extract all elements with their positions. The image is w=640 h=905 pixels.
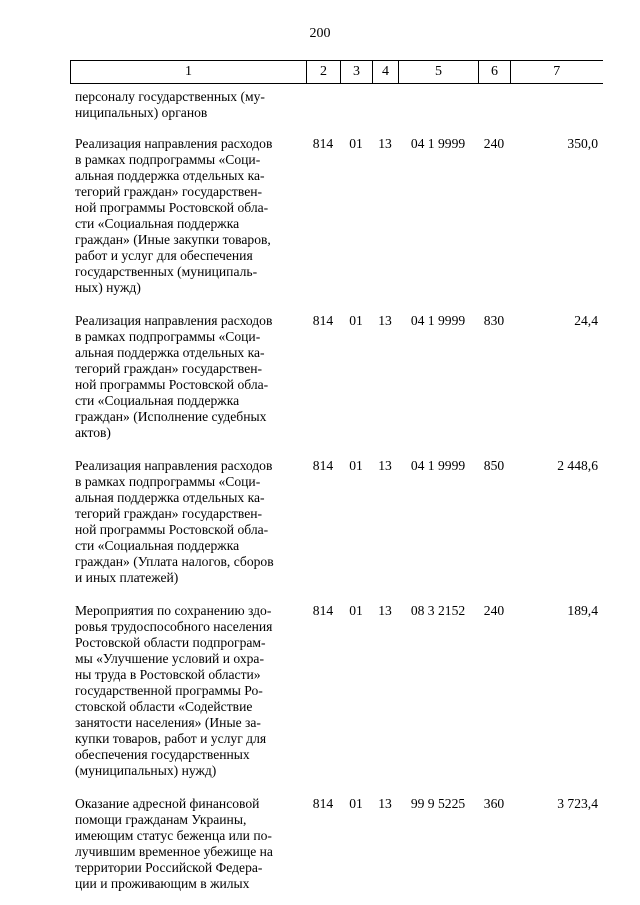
row-amount: 189,4	[567, 603, 598, 618]
row-target-code: 08 3 2152	[410, 603, 466, 618]
row-amount: 2 448,6	[557, 458, 598, 473]
header-col-3: 3	[341, 61, 373, 84]
row-description: персоналу государственных (му- ниципальных) органов	[75, 89, 265, 120]
row-ministry-code: 814	[312, 603, 334, 618]
row-ministry-code: 814	[312, 313, 334, 328]
header-col-1: 1	[71, 61, 307, 84]
row-type-code: 360	[483, 796, 505, 811]
row-section-code: 01	[349, 313, 363, 328]
row-section-code: 01	[349, 796, 363, 811]
row-target-code: 04 1 9999	[410, 458, 466, 473]
header-col-4: 4	[373, 61, 399, 84]
table-row	[70, 313, 602, 441]
row-target-code: 04 1 9999	[410, 136, 466, 151]
table-row	[70, 136, 602, 296]
page-number: 200	[309, 26, 331, 41]
row-target-code: 99 9 5225	[410, 796, 466, 811]
row-subsection-code: 13	[378, 603, 392, 618]
row-section-code: 01	[349, 603, 363, 618]
row-amount: 350,0	[567, 136, 598, 151]
table-row	[70, 796, 602, 892]
row-target-code: 04 1 9999	[410, 313, 466, 328]
header-col-6: 6	[479, 61, 511, 84]
row-subsection-code: 13	[378, 313, 392, 328]
row-description: Мероприятия по сохранению здо- ровья трудоспособного населения Ростовской области подпрограм- мы «Улучшение условий и охра- ны труда в Ростовской области» государственной программы Ро- стовской области «Содействие занятости населения» (Иные за- купки товаров, работ и услуг для обеспечения государственных (муниципальных) нужд)	[75, 603, 273, 778]
header-col-5: 5	[399, 61, 479, 84]
table-body	[70, 89, 602, 892]
row-subsection-code: 13	[378, 458, 392, 473]
row-description: Реализация направления расходов в рамках подпрограммы «Соци- альная поддержка отдельных ка- тегорий граждан» государствен- ной программы Ростовской обла- сти «Социальная поддержка граждан» (Уплата налогов, сборов и иных платежей)	[75, 458, 274, 585]
row-type-code: 240	[483, 136, 505, 151]
row-type-code: 850	[483, 458, 505, 473]
table-row	[70, 603, 602, 779]
row-subsection-code: 13	[378, 796, 392, 811]
row-description: Реализация направления расходов в рамках подпрограммы «Соци- альная поддержка отдельных ка- тегорий граждан» государствен- ной программы Ростовской обла- сти «Социальная поддержка граждан» (Иные закупки товаров, работ и услуг для обеспечения государственных (муниципаль- ных) нужд)	[75, 136, 273, 295]
header-col-7: 7	[511, 61, 603, 84]
row-ministry-code: 814	[312, 458, 334, 473]
row-subsection-code: 13	[378, 136, 392, 151]
row-ministry-code: 814	[312, 136, 334, 151]
row-type-code: 240	[483, 603, 505, 618]
row-description: Реализация направления расходов в рамках подпрограммы «Соци- альная поддержка отдельных ка- тегорий граждан» государствен- ной программы Ростовской обла- сти «Социальная поддержка граждан» (Исполнение судебных актов)	[75, 313, 273, 440]
table-row	[70, 458, 602, 586]
header-col-2: 2	[307, 61, 341, 84]
row-amount: 3 723,4	[557, 796, 598, 811]
row-ministry-code: 814	[312, 796, 334, 811]
row-type-code: 830	[483, 313, 505, 328]
row-description: Оказание адресной финансовой помощи гражданам Украины, имеющим статус беженца или по- лучившим временное убежище на территории Российской Федера- ции и проживающим в жилых	[75, 796, 273, 891]
table-header	[70, 60, 603, 84]
table-row	[70, 89, 602, 121]
row-section-code: 01	[349, 136, 363, 151]
row-section-code: 01	[349, 458, 363, 473]
row-amount: 24,4	[574, 313, 598, 328]
